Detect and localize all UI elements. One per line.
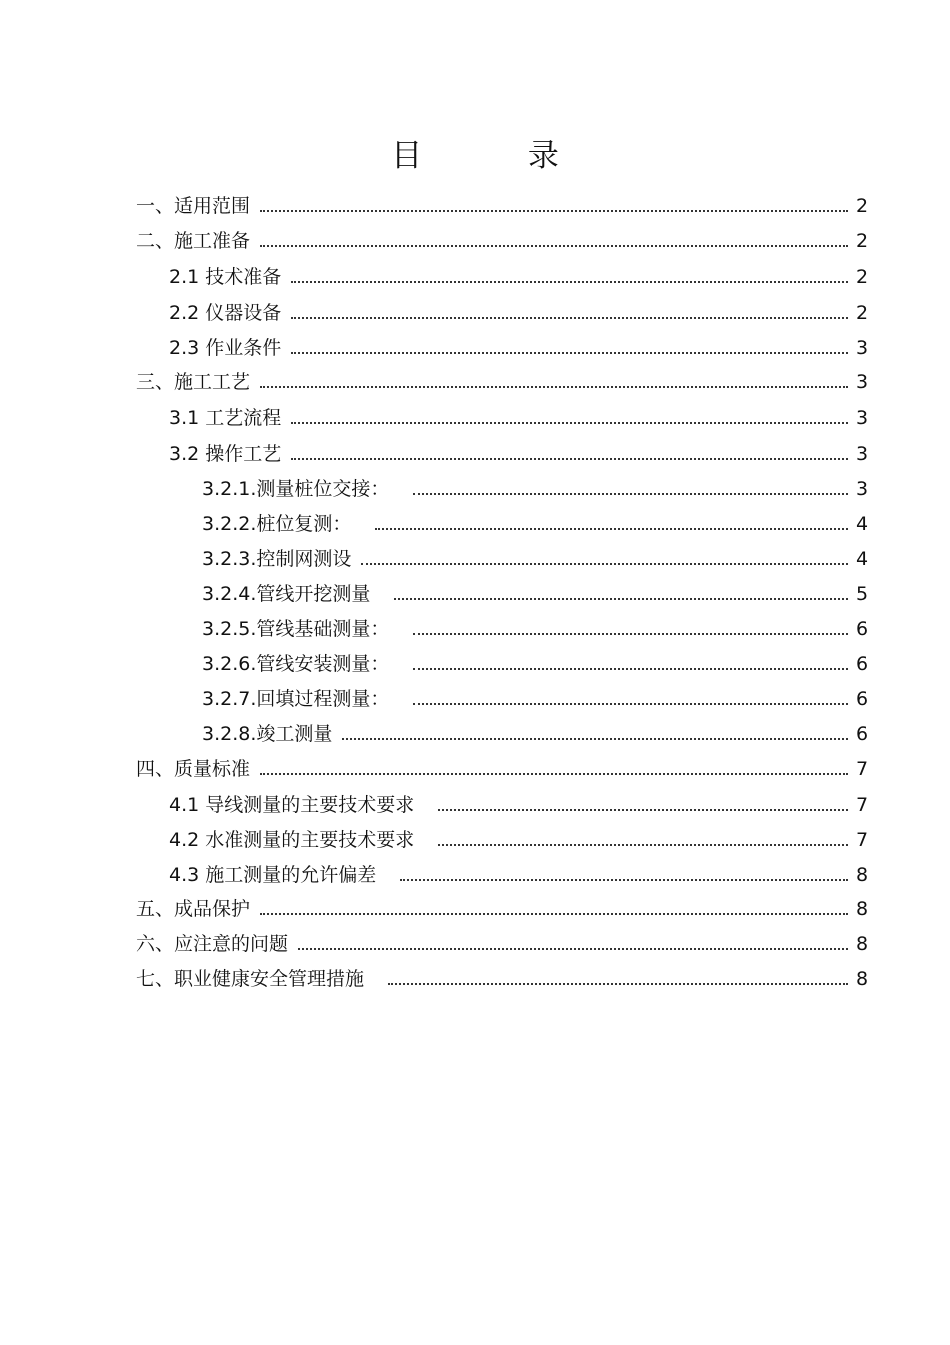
toc-entry-2[interactable] <box>136 223 868 253</box>
dot-leader <box>413 703 848 705</box>
toc-entry-label: 4.2 水准测量的主要技术要求 <box>169 829 415 851</box>
toc-entry-label: 2.2 仪器设备 <box>169 302 282 324</box>
toc-entry-page: 2 <box>856 195 869 217</box>
toc-entry-page: 6 <box>856 618 869 640</box>
toc-entry-3-2-4[interactable] <box>202 576 868 606</box>
dot-leader <box>438 809 848 811</box>
toc-entry-page: 2 <box>856 302 869 324</box>
toc-entry-label: 3.2.8.竣工测量 <box>202 723 333 745</box>
dot-leader <box>394 598 848 600</box>
dot-leader <box>413 633 848 635</box>
dot-leader <box>291 281 848 283</box>
toc-entry-2-1[interactable] <box>169 259 868 289</box>
toc-entry-3-2-2[interactable] <box>202 506 868 536</box>
dot-leader <box>260 210 848 212</box>
toc-entry-4-1[interactable] <box>169 787 868 817</box>
toc-entry-3-1[interactable] <box>169 400 868 430</box>
toc-entry-6[interactable] <box>136 926 868 956</box>
toc-entry-page: 7 <box>856 758 869 780</box>
toc-entry-4-2[interactable] <box>169 822 868 852</box>
dot-leader <box>400 879 848 881</box>
dot-leader <box>260 773 848 775</box>
toc-entry-label: 一、适用范围 <box>136 195 251 217</box>
toc-entry-2-2[interactable] <box>169 295 868 325</box>
toc-entry-page: 3 <box>856 407 869 429</box>
toc-entry-label: 3.2.2.桩位复测： <box>202 513 352 535</box>
toc-entry-label: 3.2.1.测量桩位交接： <box>202 478 390 500</box>
toc-entry-label: 3.2.6.管线安装测量： <box>202 653 390 675</box>
dot-leader <box>291 352 848 354</box>
toc-entry-3-2-1[interactable] <box>202 471 868 501</box>
toc-entry-3-2-3[interactable] <box>202 541 868 571</box>
dot-leader <box>375 528 848 530</box>
toc-entry-page: 3 <box>856 337 869 359</box>
dot-leader <box>342 738 848 740</box>
toc-entry-page: 8 <box>856 898 869 920</box>
toc-entry-label: 4.3 施工测量的允许偏差 <box>169 864 377 886</box>
toc-entry-page: 6 <box>856 688 869 710</box>
toc-entry-page: 8 <box>856 933 869 955</box>
toc-entry-page: 3 <box>856 371 869 393</box>
toc-entry-label: 三、施工工艺 <box>136 371 251 393</box>
toc-entry-3-2-5[interactable] <box>202 611 868 641</box>
toc-entry-label: 二、施工准备 <box>136 230 251 252</box>
toc-entry-3-2-8[interactable] <box>202 716 868 746</box>
toc-entry-1[interactable] <box>136 188 868 218</box>
toc-entry-label: 3.2.5.管线基础测量： <box>202 618 390 640</box>
toc-entry-page: 5 <box>856 583 869 605</box>
toc-entry-4-3[interactable] <box>169 857 868 887</box>
dot-leader <box>298 948 848 950</box>
toc-entry-label: 六、应注意的问题 <box>136 933 289 955</box>
toc-entry-page: 6 <box>856 653 869 675</box>
dot-leader <box>361 563 848 565</box>
dot-leader <box>260 245 848 247</box>
toc-entry-label: 3.2 操作工艺 <box>169 443 282 465</box>
toc-entry-page: 6 <box>856 723 869 745</box>
dot-leader <box>260 913 848 915</box>
toc-entry-3-2-6[interactable] <box>202 646 868 676</box>
toc-entry-label: 3.2.4.管线开挖测量 <box>202 583 371 605</box>
dot-leader <box>260 386 848 388</box>
toc-entry-5[interactable] <box>136 891 868 921</box>
toc-entry-page: 8 <box>856 864 869 886</box>
toc-entry-page: 4 <box>856 548 869 570</box>
toc-entry-label: 2.3 作业条件 <box>169 337 282 359</box>
toc-entry-4[interactable] <box>136 751 868 781</box>
toc-entry-page: 3 <box>856 478 869 500</box>
dot-leader <box>291 422 848 424</box>
dot-leader <box>413 493 848 495</box>
toc-entry-2-3[interactable] <box>169 330 868 360</box>
toc-entry-page: 2 <box>856 266 869 288</box>
toc-entry-label: 3.1 工艺流程 <box>169 407 282 429</box>
toc-entry-page: 7 <box>856 794 869 816</box>
toc-entry-label: 2.1 技术准备 <box>169 266 282 288</box>
dot-leader <box>291 458 848 460</box>
toc-entry-page: 7 <box>856 829 869 851</box>
toc-entry-label: 4.1 导线测量的主要技术要求 <box>169 794 415 816</box>
toc-entry-label: 五、成品保护 <box>136 898 251 920</box>
toc-entry-7[interactable] <box>136 961 868 991</box>
toc-entry-3[interactable] <box>136 364 868 394</box>
toc-entry-3-2[interactable] <box>169 436 868 466</box>
toc-entry-page: 4 <box>856 513 869 535</box>
toc-entry-page: 8 <box>856 968 869 990</box>
dot-leader <box>413 668 848 670</box>
toc-entry-page: 2 <box>856 230 869 252</box>
toc-title: 目 录 <box>391 138 607 174</box>
toc-entry-label: 3.2.7.回填过程测量： <box>202 688 390 710</box>
dot-leader <box>438 844 848 846</box>
toc-entry-label: 七、职业健康安全管理措施 <box>136 968 365 990</box>
toc-entry-label: 四、质量标准 <box>136 758 251 780</box>
toc-entry-3-2-7[interactable] <box>202 681 868 711</box>
dot-leader <box>291 317 848 319</box>
dot-leader <box>388 983 848 985</box>
toc-entry-label: 3.2.3.控制网测设 <box>202 548 352 570</box>
toc-entry-page: 3 <box>856 443 869 465</box>
